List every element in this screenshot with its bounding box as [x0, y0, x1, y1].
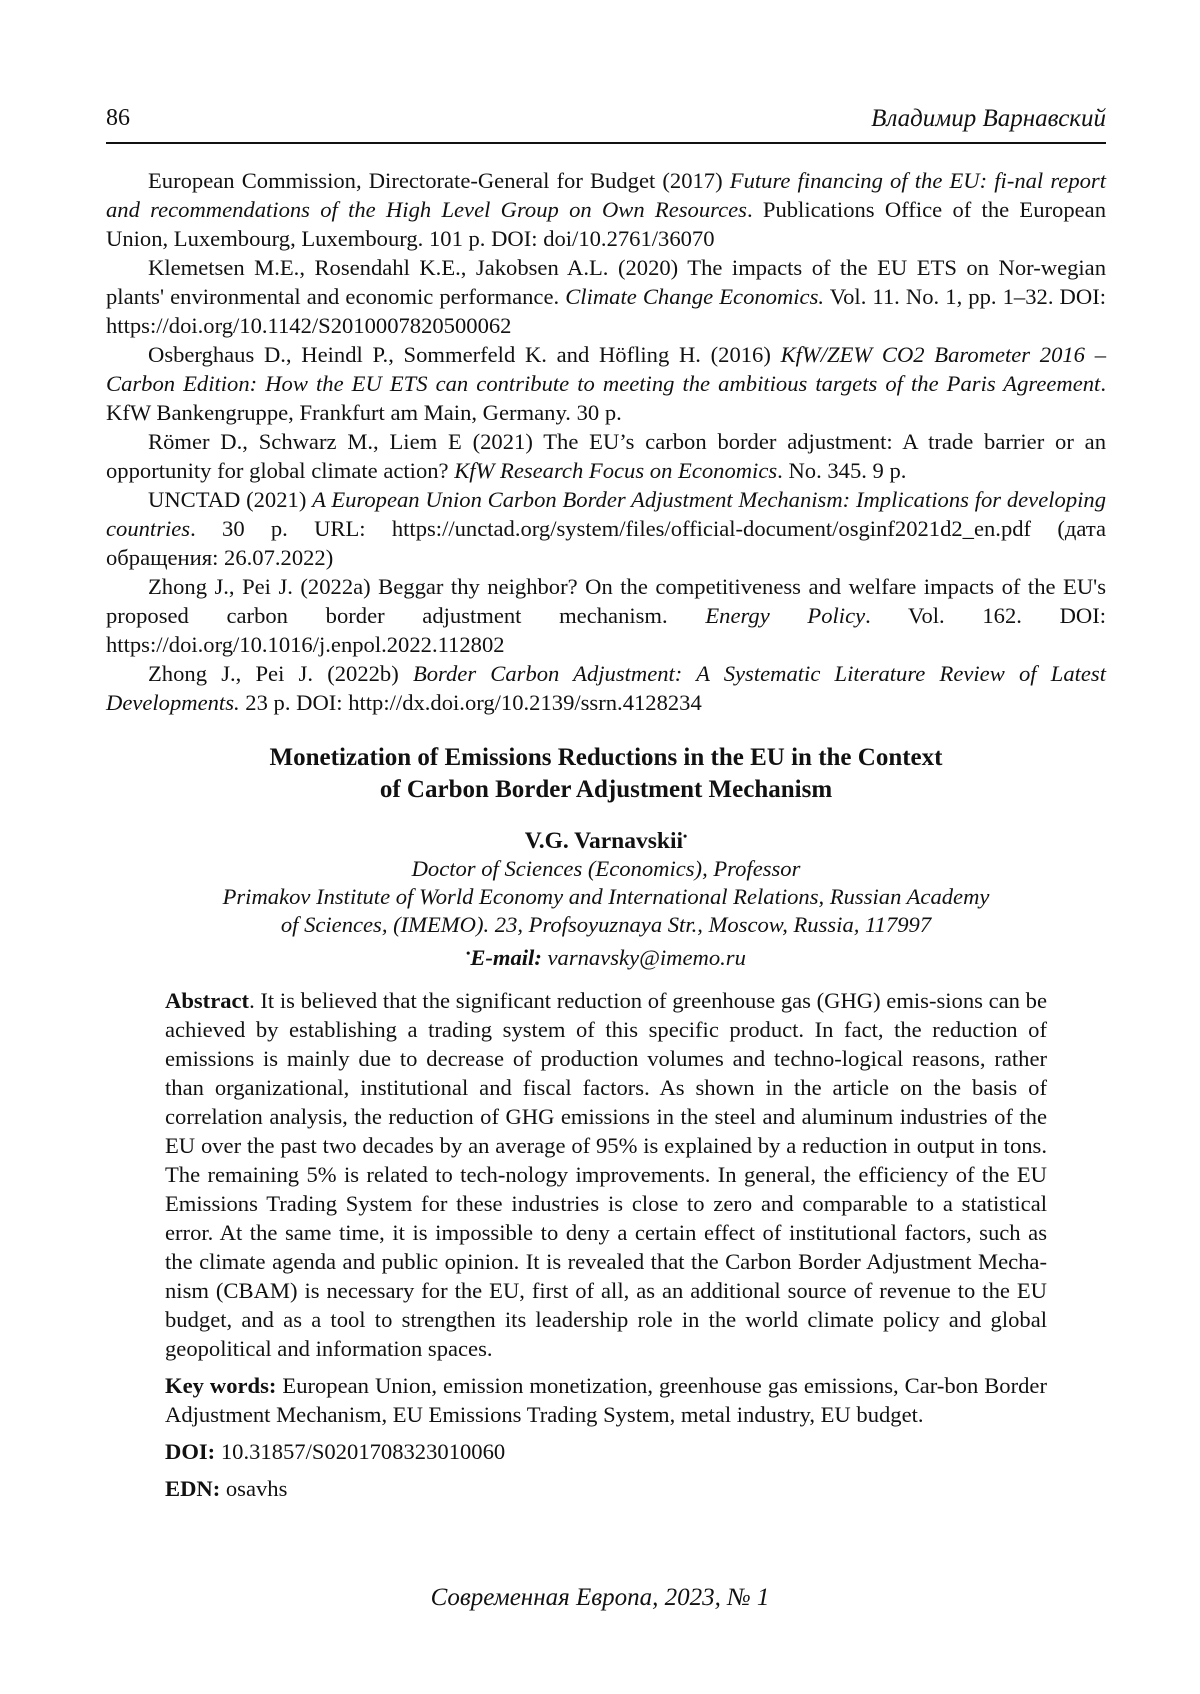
reference-list — [106, 166, 1106, 717]
keywords-text: European Union, emission monetization, greenhouse gas emissions, Car-bon Border Adjustment Mechanism, EU Emissions Trading System, metal industry, EU budget. — [165, 1373, 1047, 1427]
doi-value: 10.31857/S0201708323010060 — [215, 1439, 506, 1464]
author-line — [106, 822, 1106, 855]
email-line — [106, 939, 1106, 972]
author-degree: Doctor of Sciences (Economics), Professor — [411, 856, 801, 881]
reference-item: UNCTAD (2021) A European Union Carbon Border Adjustment Mechanism: Implications for developing countries. 30 p. URL: https://unctad.org/system/files/official-document/osginf2021d2_en.pdf (дата обращения: 26.07.2022) — [106, 487, 1106, 570]
article-title-line-1: Monetization of Emissions Reductions in the EU in the Context — [269, 744, 943, 771]
author-name: V.G. Varnavskii — [524, 828, 684, 854]
email-address: varnavsky@imemo.ru — [547, 945, 746, 970]
edn-line — [165, 1474, 1047, 1503]
abstract-paragraph — [165, 986, 1047, 1363]
page-number: 86 — [106, 105, 130, 131]
article-title-line-2: of Carbon Border Adjustment Mechanism — [379, 776, 833, 803]
journal-footer: Современная Европа, 2023, № 1 — [430, 1584, 770, 1611]
edn-label: EDN: — [165, 1476, 221, 1501]
abstract-text: . It is believed that the significant reduction of greenhouse gas (GHG) emis-sions can be achieved by establishing a trading system of this specific product. In fact, the reduction of emissions is mainly due to decrease of production volumes and techno-logical reasons, rather than organizational, institutional and fiscal factors. As shown in the article on the basis of correlation analysis, the reduction of GHG emissions in the steel and aluminum industries of the EU over the past two decades by an average of 95% is explained by a reduction in output in tons. The remaining 5% is related to tech-nology improvements. In general, the efficiency of the EU Emissions Trading System for these industries is close to zero and comparable to a statistical error. At the same time, it is impossible to deny a certain effect of institutional factors, such as the climate agenda and public opinion. It is revealed that the Carbon Border Adjustment Mecha-nism (CBAM) is necessary for the EU, first of all, as an additional source of revenue to the EU budget, and as a tool to strengthen its leadership role in the world climate policy and global geopolitical and information spaces. — [165, 988, 1047, 1361]
running-head: Владимир Варнавский — [871, 105, 1106, 132]
article-title — [106, 742, 1106, 806]
author-footnote-mark: • — [683, 829, 688, 843]
email-footnote-mark: • — [466, 946, 471, 960]
reference-item: Klemetsen M.E., Rosendahl K.E., Jakobsen A.L. (2020) The impacts of the EU ETS on Nor-wegian plants' environmental and economic performance. Climate Change Economics. Vol. 11. No. 1, pp. 1–32. DOI: https://doi.org/10.1142/S2010007820500062 — [106, 255, 1106, 338]
header-rule — [106, 142, 1106, 144]
abstract-label: Abstract — [165, 988, 250, 1013]
email-label: E-mail: — [470, 945, 542, 970]
edn-value: osavhs — [220, 1476, 288, 1501]
doi-label: DOI: — [165, 1439, 216, 1464]
author-affiliation-line-2: of Sciences, (IMEMO). 23, Profsoyuznaya Str., Moscow, Russia, 117997 — [280, 912, 932, 937]
keywords-label: Key words: — [165, 1373, 277, 1398]
reference-item: Zhong J., Pei J. (2022b) Border Carbon Adjustment: A Systematic Literature Review of Latest Developments. 23 p. DOI: http://dx.doi.org/10.2139/ssrn.4128234 — [106, 661, 1106, 715]
abstract-block — [165, 986, 1047, 1511]
doi-line — [165, 1437, 1047, 1466]
reference-item: Römer D., Schwarz M., Liem E (2021) The EU’s carbon border adjustment: A trade barrier or an opportunity for global climate action? KfW Research Focus on Economics. No. 345. 9 p. — [106, 429, 1106, 483]
reference-item: Zhong J., Pei J. (2022a) Beggar thy neighbor? On the competitiveness and welfare impacts of the EU's proposed carbon border adjustment mechanism. Energy Policy. Vol. 162. DOI: https://doi.org/10.1016/j.enpol.2022.112802 — [106, 574, 1107, 657]
author-affiliation-line-1: Primakov Institute of World Economy and International Relations, Russian Academy — [222, 884, 990, 909]
reference-item: European Commission, Directorate-General for Budget (2017) Future financing of the EU: fi-nal report and recommendations of the High Level Group on Own Resources. Publications Office of the European Union, Luxembourg, Luxembourg. 101 p. DOI: doi/10.2761/36070 — [106, 168, 1106, 251]
author-block — [106, 822, 1106, 972]
keywords-paragraph — [165, 1371, 1047, 1429]
reference-item: Osberghaus D., Heindl P., Sommerfeld K. and Höfling H. (2016) KfW/ZEW CO2 Barometer 2016 – Carbon Edition: How the EU ETS can contribute to meeting the ambitious targets of the Paris Agreement. KfW Bankengruppe, Frankfurt am Main, Germany. 30 p. — [106, 342, 1106, 425]
